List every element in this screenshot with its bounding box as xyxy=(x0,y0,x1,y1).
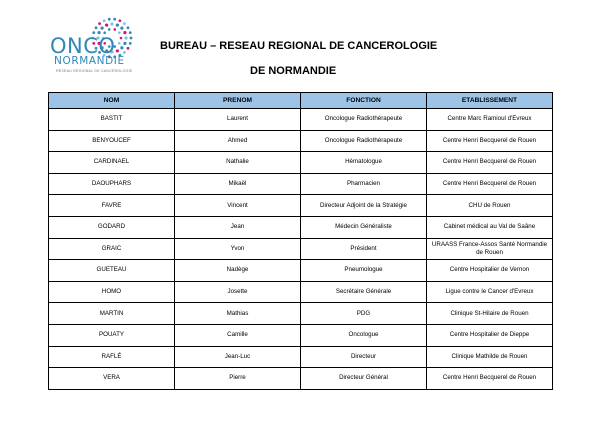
column-header-fonction: FONCTION xyxy=(301,93,427,109)
logo-dot xyxy=(108,18,111,21)
logo-dot xyxy=(127,47,130,50)
cell-etablissement: Centre Hospitalier de Dieppe xyxy=(427,324,553,346)
cell-etablissement: Centre Marc Ramioul d'Evreux xyxy=(427,109,553,131)
cell-fonction: Médecin Généraliste xyxy=(301,216,427,238)
cell-prenom: Vincent xyxy=(175,195,301,217)
cell-etablissement: Centre Henri Becquerel de Rouen xyxy=(427,368,553,390)
cell-etablissement: Centre Hospitalier de Vernon xyxy=(427,260,553,282)
logo-dot xyxy=(129,31,132,34)
table-row xyxy=(49,130,553,152)
table-row xyxy=(49,109,553,131)
logo-dot xyxy=(110,22,113,25)
logo-dot xyxy=(118,19,121,22)
cell-nom: RAFLÉ xyxy=(49,346,175,368)
cell-nom: DAOUPHARS xyxy=(49,173,175,195)
cell-fonction: Pneumologue xyxy=(301,260,427,282)
table-header-row xyxy=(49,93,553,109)
cell-prenom: Nathalie xyxy=(175,152,301,174)
logo-dot xyxy=(127,26,130,29)
table-row xyxy=(49,216,553,238)
cell-prenom: Jean xyxy=(175,216,301,238)
cell-etablissement: Clinique St-Hilaire de Rouen xyxy=(427,303,553,325)
cell-fonction: Président xyxy=(301,238,427,260)
cell-fonction: Directeur Général xyxy=(301,368,427,390)
cell-nom: MARTIN xyxy=(49,303,175,325)
logo-dot xyxy=(123,22,126,25)
logo-dot xyxy=(98,22,101,25)
logo-dot xyxy=(129,42,132,45)
cell-nom: POUATY xyxy=(49,324,175,346)
cell-nom: GUETEAU xyxy=(49,260,175,282)
logo-dot xyxy=(116,49,119,52)
column-header-etablissement: ETABLISSEMENT xyxy=(427,93,553,109)
table-row xyxy=(49,152,553,174)
table-row xyxy=(49,238,553,260)
logo-subtitle: NORMANDIE xyxy=(54,55,125,67)
cell-fonction: Oncologue xyxy=(301,324,427,346)
table-row xyxy=(49,281,553,303)
cell-prenom: Mikaël xyxy=(175,173,301,195)
cell-nom: CARDINAEL xyxy=(49,152,175,174)
cell-etablissement: URAASS France-Assos Santé Normandie de Rouen xyxy=(427,238,553,260)
logo-dot xyxy=(123,31,126,34)
page-title-line-2: DE NORMANDIE xyxy=(250,65,337,77)
bureau-members-table xyxy=(48,92,553,390)
table-row xyxy=(49,173,553,195)
table-row xyxy=(49,195,553,217)
cell-fonction: Directeur xyxy=(301,346,427,368)
cell-fonction: Directeur Adjoint de la Stratégie xyxy=(301,195,427,217)
cell-nom: BENYOUCEF xyxy=(49,130,175,152)
logo-dot xyxy=(113,18,116,21)
cell-fonction: Hématologue xyxy=(301,152,427,174)
logo-dot xyxy=(108,28,111,31)
cell-etablissement: Ligue contre le Cancer d'Evreux xyxy=(427,281,553,303)
logo-dot xyxy=(95,26,98,29)
cell-etablissement: Centre Henri Becquerel de Rouen xyxy=(427,130,553,152)
cell-prenom: Laurent xyxy=(175,109,301,131)
logo-dot xyxy=(120,46,123,49)
cell-prenom: Josette xyxy=(175,281,301,303)
cell-nom: GRAIC xyxy=(49,238,175,260)
cell-prenom: Camille xyxy=(175,324,301,346)
cell-etablissement: Clinique Mathilde de Rouen xyxy=(427,346,553,368)
logo-dot xyxy=(113,28,116,31)
cell-fonction: Oncologue Radiothérapeute xyxy=(301,130,427,152)
cell-etablissement: Cabinet médical au Val de Saâne xyxy=(427,216,553,238)
logo-dot xyxy=(116,23,119,26)
cell-fonction: Pharmacien xyxy=(301,173,427,195)
cell-prenom: Pierre xyxy=(175,368,301,390)
cell-fonction: Secrétaire Générale xyxy=(301,281,427,303)
table-row xyxy=(49,324,553,346)
cell-prenom: Yvon xyxy=(175,238,301,260)
cell-prenom: Nadège xyxy=(175,260,301,282)
cell-etablissement: Centre Henri Becquerel de Rouen xyxy=(427,173,553,195)
logo-word: ONCO xyxy=(50,34,116,58)
logo-dot xyxy=(123,51,126,54)
cell-nom: BASTIT xyxy=(49,109,175,131)
table-row xyxy=(49,303,553,325)
table-row xyxy=(49,260,553,282)
logo-dot xyxy=(124,36,127,39)
logo-dot xyxy=(123,42,126,45)
cell-fonction: Oncologue Radiothérapeute xyxy=(301,109,427,131)
cell-prenom: Ahmed xyxy=(175,130,301,152)
cell-nom: GODARD xyxy=(49,216,175,238)
logo-dot xyxy=(103,19,106,22)
cell-nom: VERA xyxy=(49,368,175,390)
logo-dot xyxy=(120,27,123,30)
logo-dot xyxy=(118,31,121,34)
column-header-prenom: PRENOM xyxy=(175,93,301,109)
cell-prenom: Mathias xyxy=(175,303,301,325)
cell-etablissement: CHU de Rouen xyxy=(427,195,553,217)
cell-nom: FAVRE xyxy=(49,195,175,217)
cell-etablissement: Centre Henri Becquerel de Rouen xyxy=(427,152,553,174)
logo-dot xyxy=(118,42,121,45)
cell-fonction: PDG xyxy=(301,303,427,325)
onco-normandie-logo xyxy=(50,14,146,78)
logo-dot xyxy=(105,23,108,26)
page-title-line-1: BUREAU – RESEAU REGIONAL DE CANCEROLOGIE xyxy=(160,40,438,52)
cell-nom: HOMO xyxy=(49,281,175,303)
logo-dot xyxy=(101,27,104,30)
logo-tagline: RÉSEAU RÉGIONAL DE CANCÉROLOGIE xyxy=(56,69,133,73)
table-row xyxy=(49,368,553,390)
table-row xyxy=(49,346,553,368)
logo-dot xyxy=(120,37,123,40)
cell-prenom: Jean-Luc xyxy=(175,346,301,368)
logo-dot xyxy=(130,37,133,40)
column-header-nom: NOM xyxy=(49,93,175,109)
